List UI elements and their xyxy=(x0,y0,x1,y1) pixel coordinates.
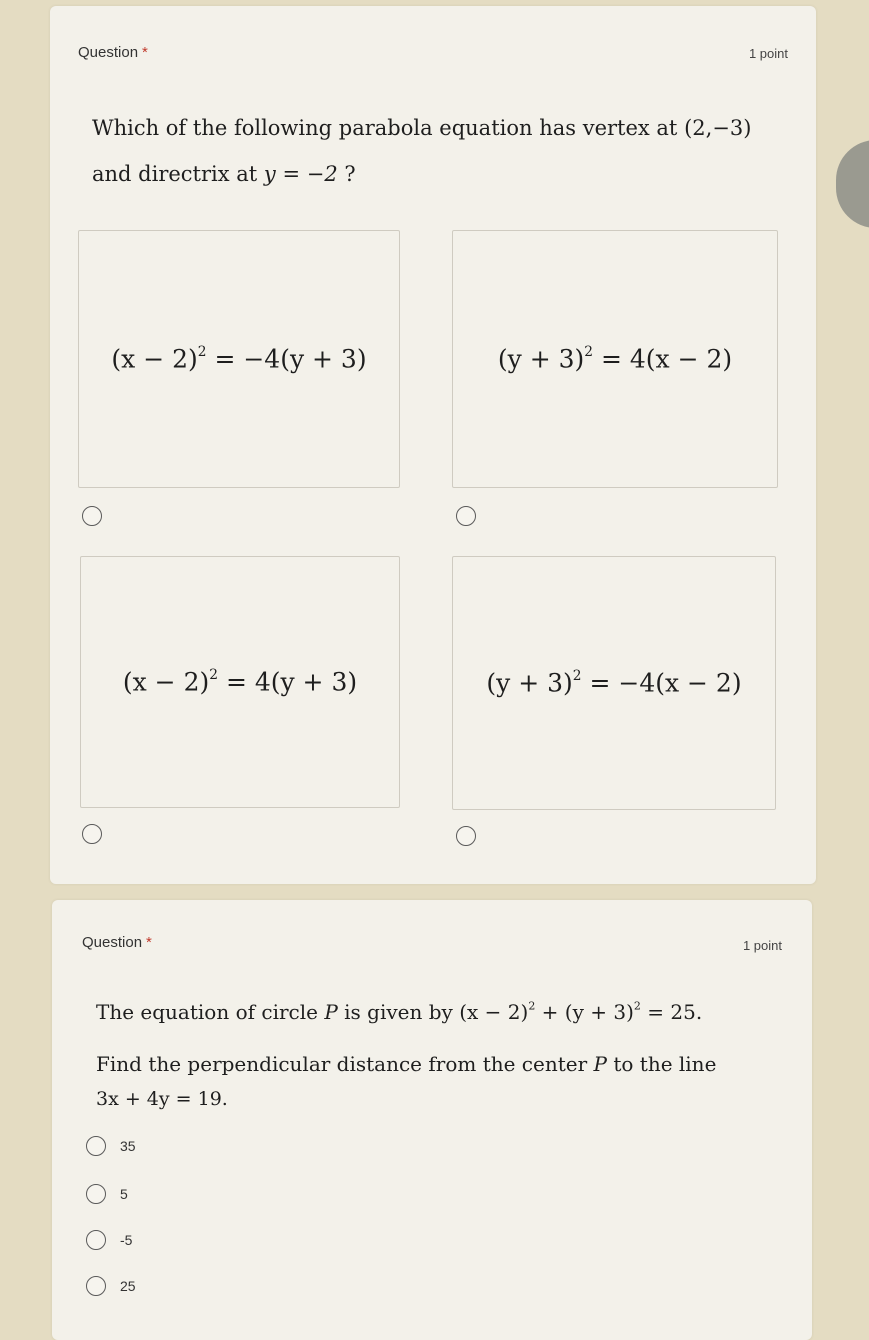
question-label: Question * xyxy=(82,934,152,951)
option-d-radio[interactable] xyxy=(456,826,476,846)
question-text-line1: Which of the following parabola equation has vertex at (2,−3) xyxy=(92,116,752,140)
line-equation: 3x + 4y = 19. xyxy=(96,1088,228,1110)
choice-label-2: 5 xyxy=(120,1186,128,1202)
choice-label-4: 25 xyxy=(120,1278,136,1294)
question-card-2 xyxy=(52,900,812,1340)
choice-label-3: -5 xyxy=(120,1232,133,1248)
option-a-radio[interactable] xyxy=(82,506,102,526)
option-c-card[interactable] xyxy=(80,556,400,808)
question-text-line1: The equation of circle P is given by $(x - 2)^2 + (y + 3)^2 = 25$. xyxy=(96,999,703,1024)
required-asterisk: * xyxy=(142,44,148,61)
circle-equation: $(x - 2)^2 + (y + 3)^2 = 25$. xyxy=(459,999,703,1024)
option-d-equation: $(y + 3)^2 = -4(x - 2)$ xyxy=(486,667,742,698)
choice-radio-3[interactable] xyxy=(86,1230,106,1250)
option-a-equation: $(x - 2)^2 = -4(y + 3)$ xyxy=(111,343,367,374)
required-asterisk: * xyxy=(146,934,152,951)
question-text-line2: and directrix at y = −2 ? xyxy=(92,162,356,186)
option-b-radio[interactable] xyxy=(456,506,476,526)
question-text-line2: Find the perpendicular distance from the center P to the line xyxy=(96,1052,717,1076)
option-c-radio[interactable] xyxy=(82,824,102,844)
option-c-equation: $(x - 2)^2 = 4(y + 3)$ xyxy=(122,666,358,697)
directrix-expression: y = −2 xyxy=(263,162,338,186)
option-b-card[interactable] xyxy=(452,230,778,488)
choice-label-1: 35 xyxy=(120,1138,136,1154)
vertex-expression: (2,−3) xyxy=(684,116,752,140)
question-card-1 xyxy=(50,6,816,884)
choice-radio-4[interactable] xyxy=(86,1276,106,1296)
choice-radio-2[interactable] xyxy=(86,1184,106,1204)
question-label: Question * xyxy=(78,44,148,61)
points-label: 1 point xyxy=(742,938,782,953)
option-b-equation: $(y + 3)^2 = 4(x - 2)$ xyxy=(497,343,733,374)
choice-radio-1[interactable] xyxy=(86,1136,106,1156)
points-label: 1 point xyxy=(748,46,788,61)
option-a-card[interactable] xyxy=(78,230,400,488)
side-scroll-handle[interactable] xyxy=(836,140,869,228)
option-d-card[interactable] xyxy=(452,556,776,810)
